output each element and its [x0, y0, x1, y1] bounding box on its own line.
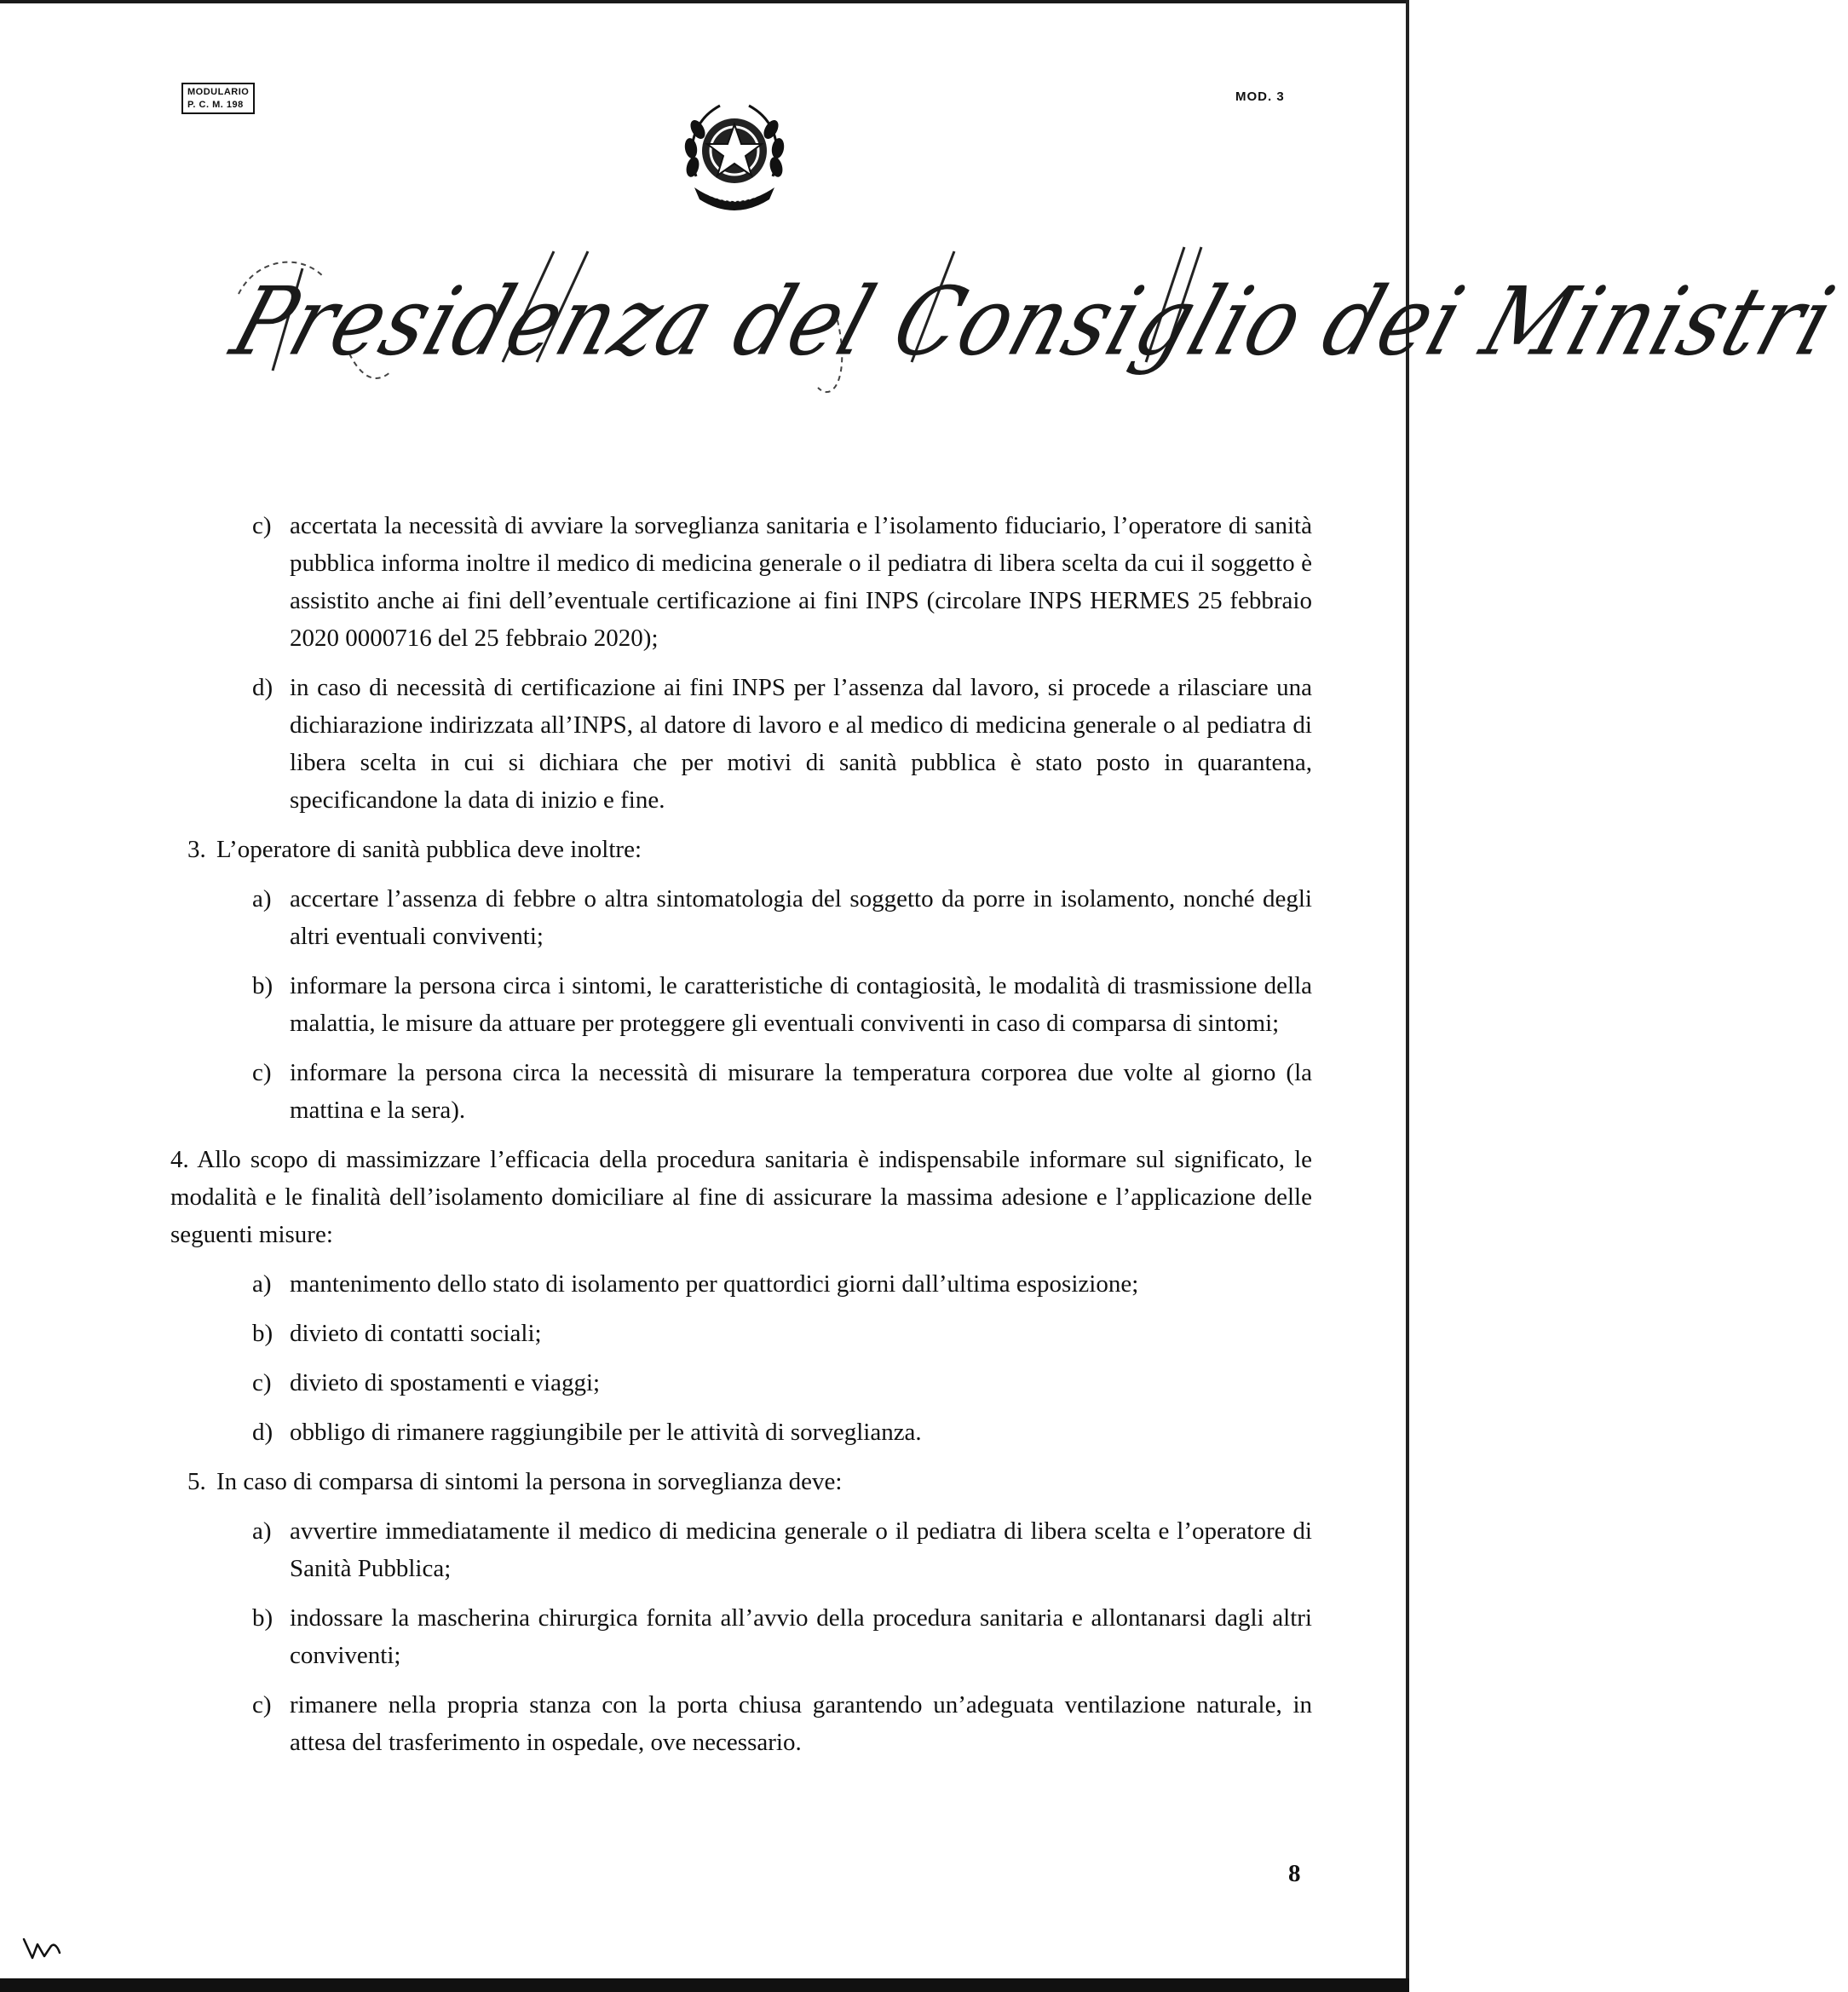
- list-marker: c): [252, 1369, 272, 1396]
- scan-border-top: [0, 0, 1409, 3]
- list-item: [170, 1413, 1312, 1451]
- list-item-text: informare la persona circa i sintomi, le caratteristiche di contagiosità, le modalità di trasmissione della malattia, le misure da attuare per proteggere gli eventuali conviventi in caso di comparsa di sintomi;: [290, 972, 1312, 1037]
- list-marker: c): [252, 1059, 272, 1086]
- list-marker: c): [252, 1691, 272, 1719]
- section-number: 3.: [187, 836, 206, 863]
- list-item: [170, 1265, 1312, 1303]
- section-4: [170, 1141, 1312, 1451]
- list-item: [170, 967, 1312, 1042]
- document-body: [170, 507, 1312, 1773]
- modulario-stamp: [181, 83, 255, 114]
- list-item: [170, 1054, 1312, 1129]
- list-marker: d): [252, 674, 273, 701]
- list-item-text: accertare l’assenza di febbre o altra sintomatologia del soggetto da porre in isolamento, nonché degli altri eventuali conviventi;: [290, 885, 1312, 950]
- list-item-text: mantenimento dello stato di isolamento per quattordici giorni dall’ultima esposizione;: [290, 1270, 1139, 1298]
- letterhead: [220, 243, 1848, 388]
- list-item-text: avvertire immediatamente il medico di medicina generale o il pediatra di libera scelta e l’operatore di Sanità Pubblica;: [290, 1517, 1312, 1582]
- list-item: [170, 880, 1312, 955]
- section-paragraph: 4. Allo scopo di massimizzare l’efficacia della procedura sanitaria è indispensabile informare sul significato, le modalità e le finalità dell’isolamento domiciliare al fine di assicurare la massima adesione e l’applicazione delle seguenti misure:: [170, 1146, 1312, 1248]
- scan-border-bottom: [0, 1978, 1409, 1992]
- list-marker: b): [252, 1604, 273, 1632]
- list-marker: d): [252, 1419, 273, 1446]
- section-number: 5.: [187, 1468, 206, 1495]
- list-item: [170, 669, 1312, 819]
- section-heading-text: L’operatore di sanità pubblica deve inoltre:: [216, 836, 642, 863]
- list-marker: a): [252, 1270, 272, 1298]
- list-marker: a): [252, 1517, 272, 1545]
- stamp-line-2: P. C. M. 198: [187, 100, 244, 110]
- section-5: [170, 1463, 1312, 1761]
- list-item: [170, 1599, 1312, 1674]
- list-marker: a): [252, 885, 272, 913]
- list-item-text: rimanere nella propria stanza con la porta chiusa garantendo un’adeguata ventilazione naturale, in attesa del trasferimento in ospedale, ove necessario.: [290, 1691, 1312, 1756]
- section-2-continuation: [170, 507, 1312, 819]
- list-item: [170, 1686, 1312, 1761]
- handwritten-initials-icon: [22, 1936, 61, 1961]
- list-item: [170, 1364, 1312, 1402]
- list-marker: c): [252, 512, 272, 539]
- letterhead-title: Presidenza del Consiglio dei Ministri: [220, 267, 1848, 377]
- list-item-text: accertata la necessità di avviare la sorveglianza sanitaria e l’isolamento fiduciario, l’operatore di sanità pubblica informa inoltre il medico di medicina generale o il pediatra di libera scelta da cui il soggetto è assistito anche ai fini dell’eventuale certificazione ai fini INPS (circolare INPS HERMES 25 febbraio 2020 0000716 del 25 febbraio 2020);: [290, 512, 1312, 652]
- italian-republic-emblem-icon: [679, 95, 790, 219]
- mod-code: MOD. 3: [1235, 89, 1285, 104]
- list-item-text: informare la persona circa la necessità di misurare la temperatura corporea due volte al giorno (la mattina e la sera).: [290, 1059, 1312, 1124]
- stamp-line-1: MODULARIO: [187, 87, 250, 97]
- list-item-text: indossare la mascherina chirurgica fornita all’avvio della procedura sanitaria e allontanarsi dagli altri conviventi;: [290, 1604, 1312, 1669]
- list-item: [170, 507, 1312, 657]
- section-3: [170, 831, 1312, 1129]
- list-marker: b): [252, 1320, 273, 1347]
- list-item-text: in caso di necessità di certificazione ai fini INPS per l’assenza dal lavoro, si procede a rilasciare una dichiarazione indirizzata all’INPS, al datore di lavoro e al medico di medicina generale o al pediatra di libera scelta in cui si dichiara che per motivi di sanità pubblica è stato posto in quarantena, specificandone la data di inizio e fine.: [290, 674, 1312, 814]
- page-number: 8: [1288, 1860, 1301, 1887]
- list-item-text: divieto di contatti sociali;: [290, 1320, 542, 1347]
- section-heading-text: In caso di comparsa di sintomi la persona in sorveglianza deve:: [216, 1468, 843, 1495]
- section-heading: [170, 831, 1312, 868]
- list-item: [170, 1512, 1312, 1587]
- list-item-text: obbligo di rimanere raggiungibile per le attività di sorveglianza.: [290, 1419, 922, 1446]
- section-heading: [170, 1463, 1312, 1500]
- list-item: [170, 1315, 1312, 1352]
- list-marker: b): [252, 972, 273, 999]
- list-item-text: divieto di spostamenti e viaggi;: [290, 1369, 601, 1396]
